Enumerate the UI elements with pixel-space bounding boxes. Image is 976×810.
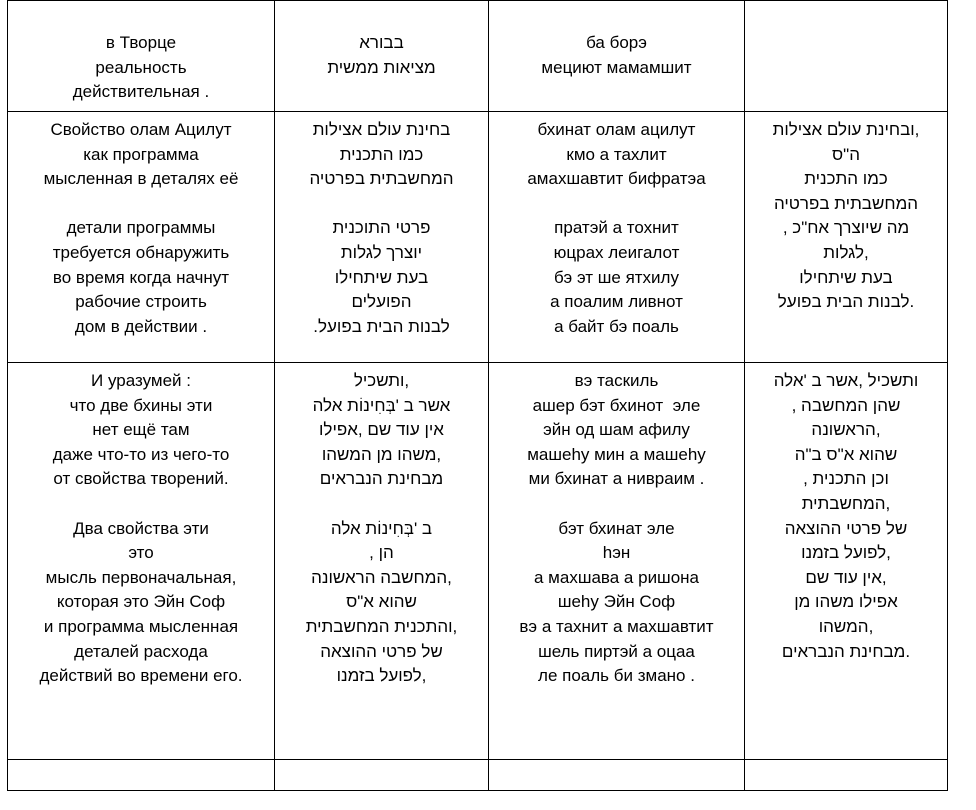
text-line: ,לפועל בזמנו <box>801 543 891 563</box>
text-line: יוצרך לגלות <box>340 242 423 262</box>
text-line: мысль первоначальная, <box>45 567 237 587</box>
text-line: требуется обнаружить <box>52 242 230 262</box>
text-line: вэ а тахнит а махшавтит <box>519 616 714 636</box>
text-line: Два свойства эти <box>73 518 209 538</box>
text-line: ,משהו מן המשהו <box>321 444 442 464</box>
text-line: ,ובחינת עולם אצילות <box>772 120 920 139</box>
text-line <box>279 192 484 217</box>
cell-transliteration <box>489 112 745 363</box>
text-line <box>493 492 740 517</box>
text-line: и программа мысленная <box>43 616 239 636</box>
cell-russian-translation <box>8 1 275 112</box>
text-line: а поалим ливнот <box>550 292 683 312</box>
text-line: детали программы <box>66 218 216 238</box>
text-line: ,אין עוד שם <box>805 567 887 587</box>
text-line: шеhу Эйн Соф <box>557 592 676 612</box>
text-line: בעת שיתחילו <box>334 267 429 287</box>
text-line: ,לפועל בזמנו <box>336 666 427 686</box>
text-line: אפילו משהו מן <box>794 592 898 612</box>
text-line: של פרטי ההוצאה <box>320 641 443 661</box>
text-line: ашер бэт бхинот эле <box>532 395 701 415</box>
text-line: от свойства творений. <box>53 469 229 489</box>
text-line: שהוא א"ס ב"ה <box>794 444 898 464</box>
text-line: ,המשהו <box>818 616 874 636</box>
text-line: ,ותשכיל <box>353 371 410 390</box>
text-line: кмо а тахлит <box>566 144 667 164</box>
text-line: ,והתכנית המחשבתית <box>305 616 458 636</box>
cell-russian-translation <box>8 112 275 363</box>
text-line: даже что-то из чего-то <box>52 444 230 464</box>
cell-transliteration <box>489 760 745 791</box>
text-line: дом в действии . <box>74 316 208 336</box>
text-line: המחשבתית בפרטיה <box>773 193 919 213</box>
text-line: амахшавтит бифратэа <box>527 169 706 189</box>
text-line: вэ таскиль <box>574 371 659 390</box>
text-line: ми бхинат а нивраим . <box>528 469 705 489</box>
table-row <box>8 1 948 112</box>
text-line <box>12 192 270 217</box>
text-line: во время когда начнут <box>52 267 230 287</box>
cell-russian-translation <box>8 760 275 791</box>
table-row <box>8 112 948 363</box>
text-line: .לבנות הבית בפועל <box>777 292 915 312</box>
text-line: действий во времени его. <box>39 666 243 686</box>
text-line: рабочие строить <box>75 292 207 312</box>
cell-hebrew-source <box>745 363 948 760</box>
text-line: בחינת עולם אצילות <box>312 120 451 139</box>
text-line: бхинат олам ацилут <box>537 120 696 139</box>
cell-hebrew-text <box>275 112 489 363</box>
cell-russian-translation <box>8 363 275 760</box>
text-table <box>7 0 948 791</box>
text-line: המחשבתית בפרטיה <box>309 169 454 189</box>
text-line: бэт бхинат эле <box>558 518 675 538</box>
text-line: как программа <box>83 144 199 164</box>
table-row <box>8 760 948 791</box>
cell-hebrew-text <box>275 1 489 112</box>
cell-hebrew-text <box>275 760 489 791</box>
text-line: לבנות הבית בפועל. <box>313 316 450 336</box>
text-line <box>279 492 484 517</box>
cell-hebrew-source <box>745 760 948 791</box>
text-line: כמו התכנית <box>804 169 888 189</box>
text-line: מבחינת הנבראים <box>319 469 444 489</box>
text-line: в Творце <box>105 33 177 52</box>
text-line: .מבחינת הנבראים <box>781 641 911 661</box>
text-line: которая это Эйн Соф <box>56 592 226 612</box>
text-line: ,הראשונה <box>811 420 881 440</box>
cell-hebrew-text <box>275 363 489 760</box>
text-line: мециют мамамшит <box>541 57 692 77</box>
table-row <box>8 363 948 760</box>
text-line: כמו התכנית <box>339 144 424 164</box>
text-line: реальность <box>95 57 187 77</box>
text-line <box>12 492 270 517</box>
text-line: ле поаль би змано . <box>538 666 695 686</box>
text-line: ב 'בְּחִינוֹת אלה <box>330 518 433 538</box>
text-line: הפועלים <box>351 292 412 312</box>
cell-transliteration <box>489 363 745 760</box>
cell-hebrew-source <box>745 112 948 363</box>
text-line: что две бхины эти <box>69 395 213 415</box>
text-line: а байт бэ поаль <box>554 316 679 336</box>
text-line: הן , <box>369 543 394 563</box>
text-line: это <box>128 543 154 563</box>
text-line: בעת שיתחילו <box>799 267 893 287</box>
text-line: שהוא א"ס <box>346 592 417 612</box>
text-line: а махшава а ришона <box>534 567 699 587</box>
text-line: אין עוד שם ,אפילו <box>319 420 444 440</box>
cell-transliteration <box>489 1 745 112</box>
text-line <box>493 192 740 217</box>
text-line: ,המחשבתית <box>801 493 891 513</box>
text-line: ,המחשבה הראשונה <box>311 567 452 587</box>
text-line: юцрах леигалот <box>553 242 680 262</box>
text-line: בבורא <box>359 33 404 52</box>
text-line: ба борэ <box>586 33 647 52</box>
text-line: ,לגלות <box>823 242 869 262</box>
text-line: של פרטי ההוצאה <box>784 518 908 538</box>
text-line: мысленная в деталях её <box>43 169 239 189</box>
text-line: מה שיוצרך אח"כ , <box>782 218 910 238</box>
text-line: ה"ס <box>832 144 860 164</box>
text-line: פרטי התוכנית <box>332 218 431 238</box>
text-line: מציאות ממשית <box>327 57 436 77</box>
cell-hebrew-source <box>745 1 948 112</box>
text-line: И уразумей : <box>91 371 191 390</box>
text-line: Свойство олам Ацилут <box>50 120 232 139</box>
text-line: бэ эт ше ятхилу <box>554 267 679 287</box>
text-line: эйн од шам афилу <box>543 420 690 440</box>
text-line: אשר ב 'בְּחִינוֹת אלה <box>312 395 451 415</box>
text-line: hэн <box>602 543 631 563</box>
text-line: нет ещё там <box>92 420 190 440</box>
text-line: действительная . <box>72 82 210 102</box>
text-line: машеhу мин а машеhу <box>527 444 706 464</box>
text-line: шель пиртэй а оцаа <box>538 641 695 661</box>
text-line: ותשכיל ,אשר ב 'אלה <box>773 371 919 390</box>
text-line: וכן התכנית , <box>803 469 889 489</box>
text-line: пратэй а тохнит <box>554 218 679 238</box>
text-line: деталей расхода <box>74 641 208 661</box>
text-line: שהן המחשבה , <box>791 395 901 415</box>
